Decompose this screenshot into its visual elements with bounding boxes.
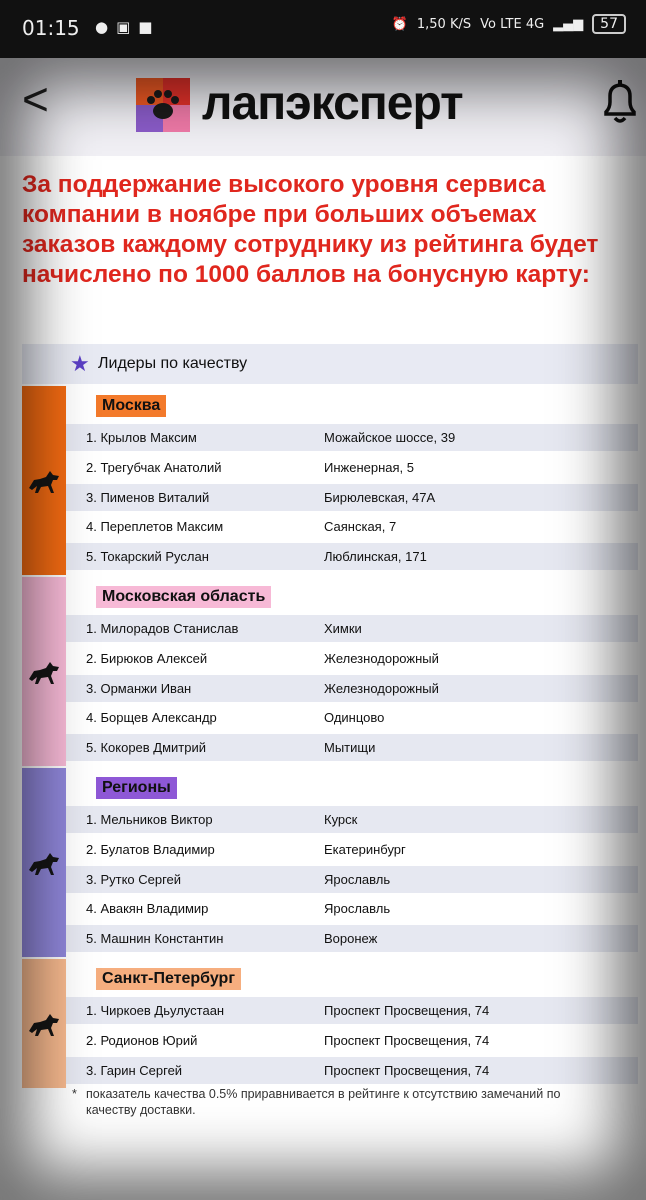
employee-name: 1. Милорадов Станислав — [86, 621, 239, 636]
employee-name: 1. Чиркоев Дьулустаан — [86, 1003, 225, 1018]
app-screen — [0, 58, 646, 1200]
employee-location: Проспект Просвещения, 74 — [324, 1032, 490, 1048]
dog-icon — [26, 848, 62, 878]
employee-name: 5. Токарский Руслан — [86, 549, 209, 565]
employee-location: Железнодорожный — [324, 680, 439, 696]
employee-name: 1. Мельников Виктор — [86, 812, 213, 827]
region-stripe — [22, 386, 66, 575]
region-block — [22, 768, 638, 957]
employee-location: Железнодорожный — [324, 650, 439, 666]
footnote-text: показатель качества 0.5% приравнивается в рейтинге к отсутствию замечаний по качеству доставки. — [86, 1087, 561, 1117]
table-row — [66, 866, 638, 893]
employee-name: 4. Авакян Владимир — [86, 901, 209, 917]
region-title: Московская область — [96, 586, 271, 608]
table-row — [66, 1057, 638, 1084]
table-row — [66, 704, 638, 731]
table-row — [66, 424, 638, 451]
star-icon: ★ — [70, 351, 90, 376]
bonus-notice: За поддержание высокого уровня сервиса компании в ноябре при больших объемах заказов каждому сотруднику из рейтинга будет начислено по 1000 баллов на бонусную карту: — [22, 171, 599, 288]
employee-location: Екатеринбург — [324, 841, 406, 857]
employee-name: 3. Пименов Виталий — [86, 489, 210, 505]
employee-location: Воронеж — [324, 931, 378, 947]
employee-name: 1. Крылов Максим — [86, 430, 197, 445]
brand-logo-icon — [136, 78, 190, 132]
employee-name: 3. Гарин Сергей — [86, 1062, 183, 1078]
table-row — [66, 997, 638, 1024]
employee-location: Ярославль — [324, 901, 391, 917]
employee-location: Мытищи — [324, 740, 376, 756]
net-speed: 1,50 K/S — [416, 16, 472, 32]
region-title: Регионы — [96, 777, 177, 799]
notification-icons: ●▣■ — [95, 18, 161, 36]
region-stripe — [22, 768, 66, 957]
status-icons — [392, 14, 626, 34]
back-arrow-icon[interactable]: < — [22, 73, 49, 125]
table-row — [66, 484, 638, 511]
table-row — [66, 513, 638, 540]
employee-location: Инженерная, 5 — [324, 459, 414, 475]
table-row — [66, 454, 638, 481]
table-row — [66, 675, 638, 702]
region-block — [22, 386, 638, 575]
app-header — [0, 58, 646, 156]
alarm-icon: ⏰ — [391, 16, 408, 32]
leaders-header — [22, 344, 638, 384]
employee-name: 5. Машнин Константин — [86, 931, 224, 947]
dog-icon — [26, 1009, 62, 1039]
dog-icon — [26, 657, 62, 687]
region-block — [22, 959, 638, 1088]
brand-name: лапэксперт — [202, 77, 463, 130]
status-bar — [0, 0, 646, 58]
region-title: Санкт-Петербург — [96, 968, 241, 990]
employee-location: Бирюлевская, 47А — [324, 489, 436, 505]
region-stripe — [22, 577, 66, 766]
employee-name: 3. Орманжи Иван — [86, 680, 192, 696]
employee-name: 2. Булатов Владимир — [86, 841, 215, 857]
bell-icon[interactable] — [598, 78, 642, 128]
signal-icon: ▂▄▆ — [553, 16, 584, 32]
region-stripe — [22, 959, 66, 1088]
employee-location: Химки — [324, 621, 362, 636]
employee-location: Саянская, 7 — [324, 519, 397, 535]
table-row — [66, 806, 638, 833]
employee-location: Проспект Просвещения, 74 — [324, 1062, 490, 1078]
dog-icon — [26, 466, 62, 496]
battery: 57 — [592, 14, 626, 34]
employee-name: 4. Переплетов Максим — [86, 519, 224, 535]
employee-location: Люблинская, 171 — [324, 549, 427, 565]
table-row — [66, 895, 638, 922]
leaders-title: Лидеры по качеству — [98, 355, 248, 372]
footnote — [72, 1086, 586, 1118]
table-row — [66, 615, 638, 642]
table-row — [66, 645, 638, 672]
employee-name: 3. Рутко Сергей — [86, 871, 182, 887]
clock: 01:15 — [22, 16, 80, 40]
employee-location: Ярославль — [324, 871, 391, 887]
network-label: Vo LTE 4G — [480, 16, 545, 32]
employee-name: 2. Родионов Юрий — [86, 1032, 198, 1048]
footnote-asterisk: * — [72, 1087, 77, 1101]
employee-name: 2. Трегубчак Анатолий — [86, 459, 222, 475]
table-row — [66, 543, 638, 570]
employee-name: 4. Борщев Александр — [86, 710, 217, 726]
employee-name: 5. Кокорев Дмитрий — [86, 740, 207, 756]
employee-location: Проспект Просвещения, 74 — [324, 1003, 490, 1018]
employee-location: Курск — [324, 812, 358, 827]
employee-location: Можайское шоссе, 39 — [324, 430, 456, 445]
table-row — [66, 734, 638, 761]
employee-location: Одинцово — [324, 710, 385, 726]
table-row — [66, 836, 638, 863]
region-title: Москва — [96, 395, 166, 417]
table-row — [66, 925, 638, 952]
region-block — [22, 577, 638, 766]
table-row — [66, 1027, 638, 1054]
employee-name: 2. Бирюков Алексей — [86, 650, 208, 666]
